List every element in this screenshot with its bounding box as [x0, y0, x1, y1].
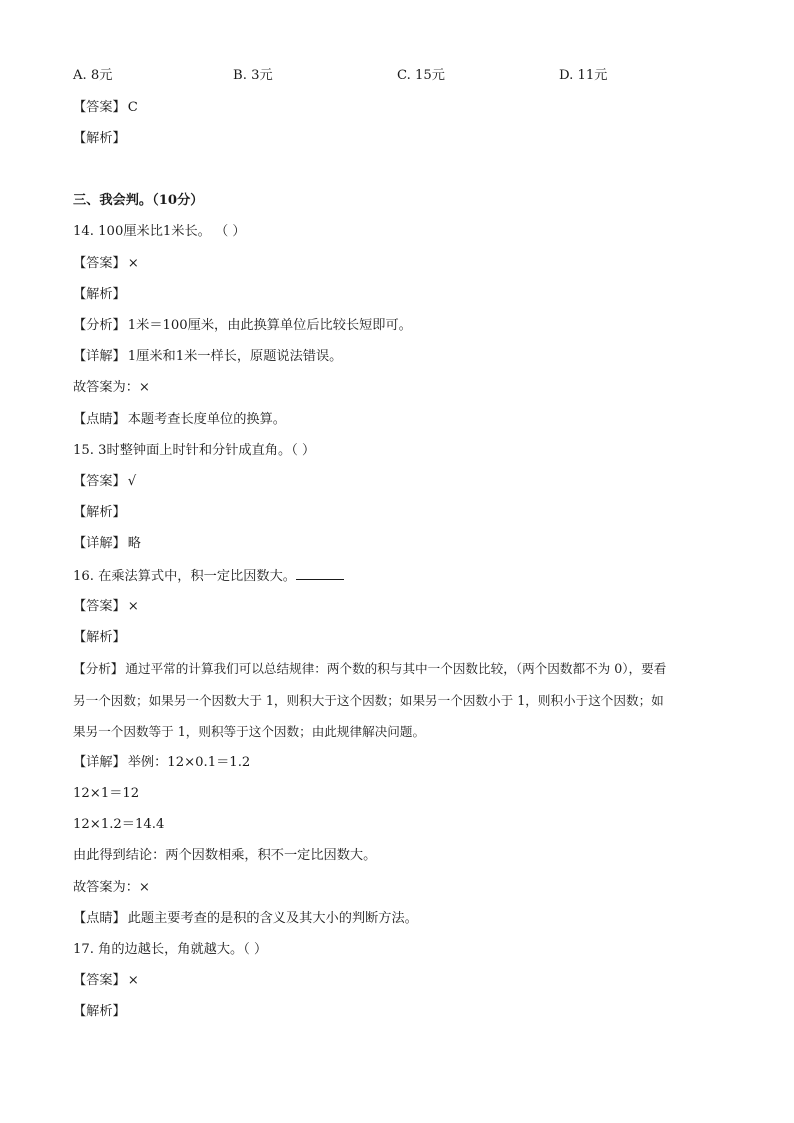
option-b: B. 3元	[233, 68, 273, 83]
q16-question-line	[73, 567, 344, 586]
q16-answer-line	[73, 598, 139, 616]
comment-tag: 【点睛】	[73, 911, 126, 926]
q16-line4: 由此得到结论：两个因数相乘，积不一定比因数大。	[73, 848, 377, 863]
answer-tag: 【答案】	[73, 474, 126, 489]
analysis-tag: 【解析】	[73, 131, 126, 146]
q16-answer: ×	[127, 599, 139, 614]
q14-answer: ×	[127, 256, 139, 271]
answer-tag: 【答案】	[73, 256, 126, 271]
q16-fenxi-1: 通过平常的计算我们可以总结规律：两个数的积与其中一个因数比较，（两个因数都不为 0），要看	[125, 661, 667, 676]
q14-fenxi: 1米＝100厘米，由此换算单位后比较长短即可。	[127, 318, 412, 333]
fenxi-tag: 【分析】	[73, 661, 124, 676]
option-c: C. 15元	[397, 68, 445, 83]
q16-comment: 此题主要考查的是积的含义及其大小的判断方法。	[127, 911, 418, 926]
q16-fenxi-line	[73, 660, 666, 678]
q13-answer-line	[73, 99, 138, 117]
detail-tag: 【详解】	[73, 755, 126, 770]
q16-comment-line	[73, 910, 418, 928]
q17-analysis-line	[73, 1003, 126, 1021]
q15-analysis-line	[73, 504, 126, 522]
answer-tag: 【答案】	[73, 100, 126, 115]
q16-line2: 12×1＝12	[73, 786, 140, 801]
q17-answer-line	[73, 972, 139, 990]
answer-tag: 【答案】	[73, 973, 126, 988]
option-d: D. 11元	[559, 68, 608, 83]
q15-detail-line	[73, 535, 141, 553]
answer-blank	[296, 567, 344, 580]
detail-tag: 【详解】	[73, 536, 126, 551]
q15-detail: 略	[127, 536, 141, 551]
analysis-tag: 【解析】	[73, 630, 126, 645]
q16-detail: 举例：12×0.1＝1.2	[127, 755, 251, 770]
q17-answer: ×	[127, 973, 139, 988]
q16-detail-line	[73, 754, 250, 772]
q14-conclusion: 故答案为：×	[73, 380, 150, 395]
q16-conclusion: 故答案为：×	[73, 880, 150, 895]
analysis-tag: 【解析】	[73, 1004, 126, 1019]
q16-line3: 12×1.2＝14.4	[73, 817, 165, 832]
q14-question: 14. 100厘米比1米长。 （ ）	[73, 224, 246, 239]
q14-detail-line	[73, 348, 342, 366]
option-a: A. 8元	[73, 68, 113, 83]
q15-question: 15. 3时整钟面上时针和分针成直角。（ ）	[73, 443, 316, 458]
q15-answer: √	[127, 474, 137, 489]
q14-comment: 本题考查长度单位的换算。	[127, 412, 286, 427]
q16-fenxi-2: 另一个因数；如果另一个因数大于 1，则积大于这个因数；如果另一个因数小于 1，则积小于这个因数；如	[73, 693, 664, 708]
q14-analysis-line	[73, 286, 126, 304]
fenxi-tag: 【分析】	[73, 318, 126, 333]
q16-question: 16. 在乘法算式中，积一定比因数大。	[73, 569, 296, 584]
q16-fenxi-3: 果另一个因数等于 1，则积等于这个因数；由此规律解决问题。	[73, 724, 426, 739]
answer-tag: 【答案】	[73, 599, 126, 614]
q16-analysis-line	[73, 629, 126, 647]
q14-detail: 1厘米和1米一样长，原题说法错误。	[127, 349, 343, 364]
section-title: 三、我会判。（10分）	[73, 193, 204, 208]
analysis-tag: 【解析】	[73, 505, 126, 520]
q13-analysis-line	[73, 130, 126, 148]
q14-comment-line	[73, 411, 286, 429]
q14-fenxi-line	[73, 317, 412, 335]
q14-answer-line	[73, 255, 139, 273]
detail-tag: 【详解】	[73, 349, 126, 364]
q13-answer: C	[127, 100, 138, 115]
q17-question: 17. 角的边越长，角就越大。（ ）	[73, 942, 268, 957]
analysis-tag: 【解析】	[73, 287, 126, 302]
comment-tag: 【点睛】	[73, 412, 126, 427]
q15-answer-line	[73, 473, 136, 491]
